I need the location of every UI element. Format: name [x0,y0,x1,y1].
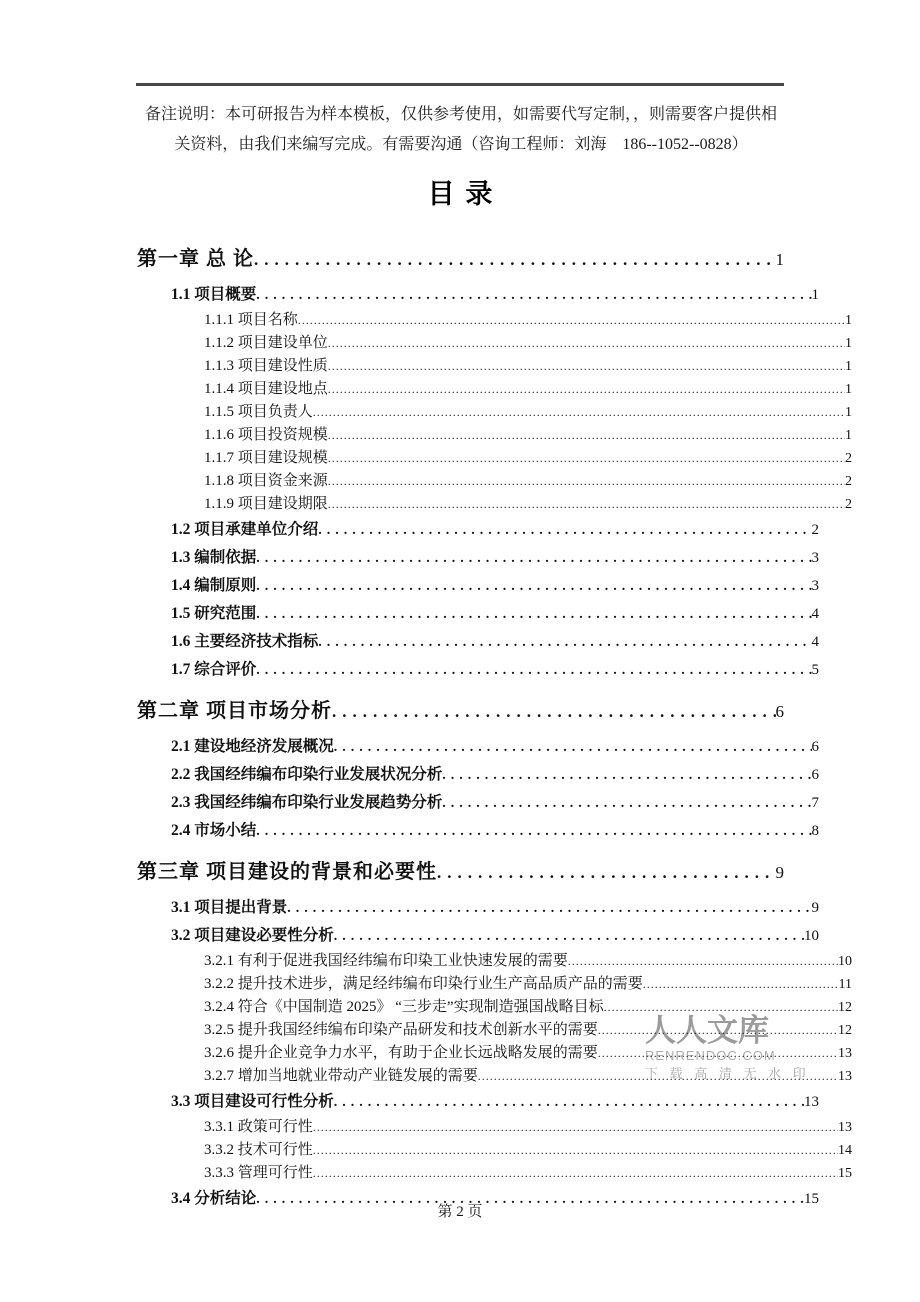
toc-entry[interactable] [137,1116,852,1139]
toc-entry-label: 3.4 分析结论 [171,1190,257,1207]
toc-entry-label: 1.3 编制依据 [171,549,257,566]
toc-leader-dots [287,895,811,922]
toc-entry-label: 1.6 主要经济技术指标 [171,633,319,650]
toc-entry[interactable] [137,378,852,401]
toc-entry-label: 2.2 我国经纬编布印染行业发展状况分析 [171,766,443,783]
toc-leader-dots [437,858,776,888]
toc-page-number: 1 [811,287,819,303]
toc-leader-dots [598,1042,838,1064]
toc-leader-dots [442,762,811,789]
toc-entry[interactable] [137,922,819,950]
toc-entry-label: 3.3.1 政策可行性 [204,1119,313,1135]
toc-entry[interactable] [137,332,852,355]
toc-page-number: 15 [838,1166,852,1181]
toc-entry-label: 第三章 项目建设的背景和必要性 [137,861,437,883]
toc-leader-dots [313,1116,838,1138]
toc-leader-dots [334,923,804,950]
toc-entry-label: 1.1.5 项目负责人 [204,404,313,420]
toc-entry[interactable] [137,447,852,470]
toc-entry-label: 第二章 项目市场分析 [137,700,332,722]
toc-list [137,244,852,1213]
toc-page-number: 2 [811,522,819,538]
toc-leader-dots [568,950,838,972]
toc-entry-label: 3.2 项目建设必要性分析 [171,927,334,944]
toc-leader-dots [328,355,845,377]
toc-entry-label: 3.3.3 管理可行性 [204,1165,313,1181]
toc-entry[interactable] [137,401,852,424]
page-content [137,100,852,1213]
toc-leader-dots [643,973,839,995]
toc-entry-label: 1.4 编制原则 [171,577,257,594]
toc-page-number: 1 [845,405,852,420]
toc-page-number: 11 [838,977,852,992]
toc-page-number: 10 [804,928,819,944]
toc-leader-dots [328,470,845,492]
toc-page-number: 13 [838,1069,852,1084]
toc-page-number: 12 [838,1000,852,1015]
toc-leader-dots [313,1162,838,1184]
toc-entry-label: 3.2.5 提升我国经纬编布印染产品研发和技术创新水平的需要 [204,1022,598,1038]
toc-entry[interactable] [137,761,819,789]
toc-entry[interactable] [137,789,819,817]
toc-leader-dots [256,601,811,628]
toc-entry[interactable] [137,973,852,996]
toc-entry[interactable] [137,628,819,656]
toc-page-number: 2 [845,451,852,466]
toc-entry-label: 3.2.7 增加当地就业带动产业链发展的需要 [204,1068,478,1084]
toc-entry[interactable] [137,493,852,516]
toc-leader-dots [604,996,838,1018]
toc-page-number: 9 [775,863,785,882]
toc-entry[interactable] [137,355,852,378]
toc-entry-label: 1.1.6 项目投资规模 [204,427,328,443]
toc-leader-dots [318,629,811,656]
toc-page-number: 2 [845,497,852,512]
toc-leader-dots [334,734,812,761]
toc-page-number: 1 [845,428,852,443]
toc-entry-label: 1.1.7 项目建设规模 [204,450,328,466]
toc-page-number: 2 [845,474,852,489]
toc-leader-dots [328,332,845,354]
toc-entry-label: 1.1.3 项目建设性质 [204,358,328,374]
toc-leader-dots [598,1019,838,1041]
toc-page-number: 12 [838,1023,852,1038]
toc-entry[interactable] [137,600,819,628]
watermark-site: RENRENDOC.COM [645,1048,776,1063]
toc-leader-dots [256,657,811,684]
toc-page-number: 4 [811,606,819,622]
toc-entry[interactable] [137,1065,852,1088]
toc-entry-label: 1.1.1 项目名称 [204,312,298,328]
watermark-tagline: 下 载 高 清 无 水 印 [645,1066,810,1081]
toc-entry-label: 2.4 市场小结 [171,822,257,839]
toc-entry-label: 1.7 综合评价 [171,661,257,678]
toc-entry-label: 3.2.6 提升企业竞争力水平，有助于企业长远战略发展的需要 [204,1045,598,1061]
toc-entry-label: 3.2.1 有利于促进我国经纬编布印染工业快速发展的需要 [204,953,568,969]
toc-title: 目 录 [427,179,495,209]
toc-entry-label: 1.5 研究范围 [171,605,257,622]
toc-page-number: 8 [811,823,819,839]
toc-leader-dots [254,245,776,275]
toc-page-number: 1 [845,336,852,351]
toc-leader-dots [256,545,811,572]
toc-entry[interactable] [137,544,819,572]
toc-page-number: 5 [811,662,819,678]
watermark-brand: 人人文库 [645,1013,769,1048]
toc-page-number: 13 [804,1094,819,1110]
toc-leader-dots [328,447,845,469]
toc-page-number: 10 [838,954,852,969]
toc-entry[interactable] [137,857,785,888]
toc-entry[interactable] [137,733,819,761]
toc-entry[interactable] [137,696,785,727]
toc-leader-dots [313,401,845,423]
toc-entry-label: 2.3 我国经纬编布印染行业发展趋势分析 [171,794,443,811]
toc-entry[interactable] [137,817,819,845]
toc-entry-label: 3.3.2 技术可行性 [204,1142,313,1158]
toc-leader-dots [328,424,845,446]
toc-page-number: 7 [811,795,819,811]
toc-leader-dots [328,378,845,400]
toc-leader-dots [256,282,811,309]
header-rule [136,83,784,86]
toc-entry[interactable] [137,244,785,275]
toc-entry-label: 3.2.2 提升技术进步，满足经纬编布印染行业生产高品质产品的需要 [204,976,643,992]
toc-page-number: 6 [811,767,819,783]
toc-entry[interactable] [137,1088,819,1116]
toc-page-number: 1 [775,250,785,269]
toc-page-number: 9 [811,900,819,916]
toc-leader-dots [442,790,811,817]
toc-leader-dots [478,1065,838,1087]
toc-entry-label: 3.2.4 符合《中国制造 2025》 “三步走”实现制造强国战略目标 [204,999,604,1015]
toc-page-number: 1 [845,313,852,328]
page-footer [0,1200,920,1224]
toc-page-number: 3 [811,550,819,566]
toc-entry[interactable] [137,281,819,309]
toc-leader-dots [313,1139,838,1161]
toc-page-number: 14 [838,1143,852,1158]
toc-entry[interactable] [137,424,852,447]
toc-entry-label: 1.1 项目概要 [171,286,257,303]
toc-page-number: 13 [838,1120,852,1135]
toc-entry-label: 3.1 项目提出背景 [171,899,288,916]
toc-entry-label: 1.1.4 项目建设地点 [204,381,328,397]
toc-page-number: 15 [804,1191,819,1207]
toc-entry-label: 1.2 项目承建单位介绍 [171,521,319,538]
toc-entry[interactable] [137,996,852,1019]
toc-entry[interactable] [137,470,852,493]
toc-leader-dots [328,493,845,515]
toc-page-number: 6 [775,702,785,721]
toc-entry[interactable] [137,1019,852,1042]
toc-leader-dots [256,818,811,845]
toc-entry[interactable] [137,656,819,684]
toc-leader-dots [334,1089,804,1116]
toc-leader-dots [256,573,811,600]
toc-entry-label: 2.1 建设地经济发展概况 [171,738,334,755]
toc-page-number: 13 [838,1046,852,1061]
toc-leader-dots [298,309,845,331]
toc-entry[interactable] [137,1162,852,1185]
toc-page-number: 4 [811,634,819,650]
toc-entry-label: 3.3 项目建设可行性分析 [171,1093,334,1110]
toc-entry[interactable] [137,1139,852,1162]
toc-entry[interactable] [137,516,819,544]
toc-entry[interactable] [137,950,852,973]
toc-leader-dots [332,697,776,727]
toc-entry-label: 第一章 总 论 [137,248,254,270]
toc-page-number: 3 [811,578,819,594]
toc-page-number: 6 [811,739,819,755]
toc-entry[interactable] [137,1042,852,1065]
toc-entry[interactable] [137,572,819,600]
toc-entry-label: 1.1.9 项目建设期限 [204,496,328,512]
toc-page-number: 1 [845,382,852,397]
toc-entry[interactable] [137,894,819,922]
note-line-2: 关资料，由我们来编写完成。有需要沟通（咨询工程师：刘海 186--1052--0828） [174,136,748,153]
toc-entry-label: 1.1.2 项目建设单位 [204,335,328,351]
toc-entry-label: 1.1.8 项目资金来源 [204,473,328,489]
toc-page-number: 1 [845,359,852,374]
toc-entry[interactable] [137,309,852,332]
toc-leader-dots [318,517,811,544]
page-number-label: 第 2 页 [437,1204,483,1220]
note-line-1: 备注说明：本可研报告为样本模板，仅供参考使用，如需要代写定制，，则需要客户提供相 [144,106,777,123]
